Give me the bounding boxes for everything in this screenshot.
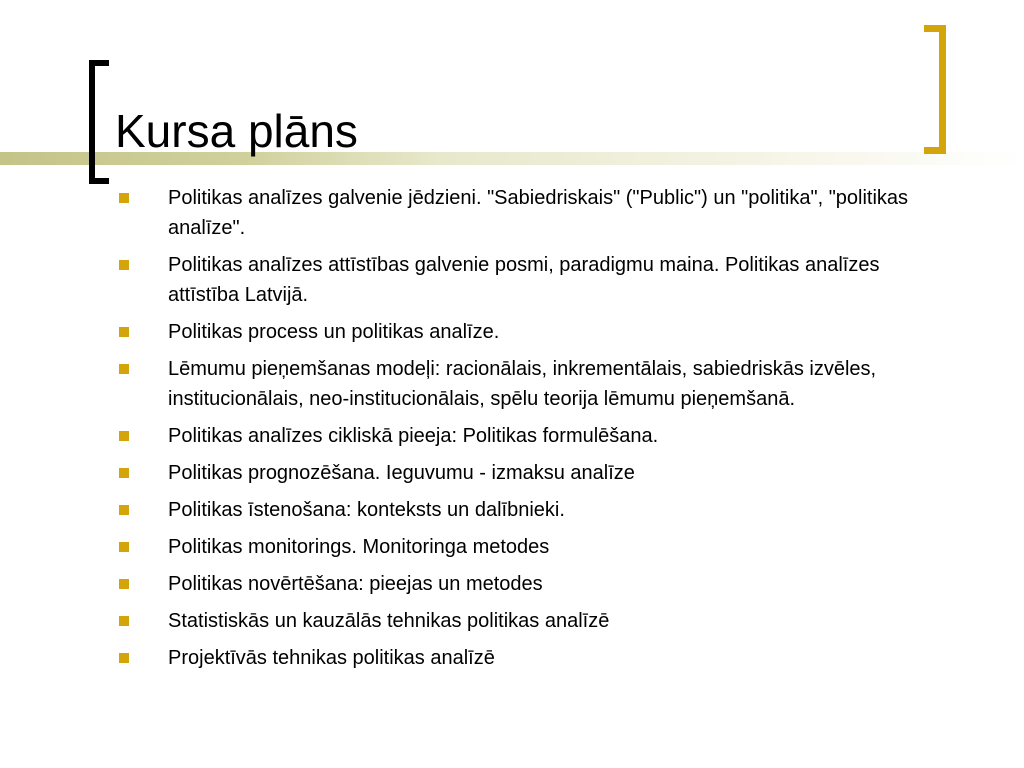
list-item-text: Lēmumu pieņemšanas modeļi: racionālais, inkrementālais, sabiedriskās izvēles, institucionālais, neo-institucionālais, spēlu teorija lēmumu pieņemšanā. [168,358,877,410]
square-bullet-icon [119,431,129,441]
square-bullet-icon [119,364,129,374]
list-item-text: Politikas analīzes attīstības galvenie posmi, paradigmu maina. Politikas analīzes attīstība Latvijā. [168,254,880,306]
square-bullet-icon [119,260,129,270]
list-item-text: Projektīvās tehnikas politikas analīzē [168,647,495,669]
list-item [116,458,916,488]
list-item [116,183,916,243]
bullet-list [116,183,916,680]
square-bullet-icon [119,505,129,515]
list-item [116,250,916,310]
left-bracket-icon [89,60,109,184]
list-item [116,643,916,673]
list-item-text: Statistiskās un kauzālās tehnikas politikas analīzē [168,610,610,632]
list-item [116,495,916,525]
slide-title: Kursa plāns [115,105,358,157]
list-item-text: Politikas process un politikas analīze. [168,321,500,343]
square-bullet-icon [119,579,129,589]
list-item [116,532,916,562]
square-bullet-icon [119,327,129,337]
list-item [116,606,916,636]
list-item-text: Politikas novērtēšana: pieejas un metodes [168,573,543,595]
list-item [116,569,916,599]
list-item-text: Politikas monitorings. Monitoringa metodes [168,536,550,558]
list-item-text: Politikas īstenošana: konteksts un dalībnieki. [168,499,565,521]
square-bullet-icon [119,616,129,626]
list-item-text: Politikas analīzes galvenie jēdzieni. "Sabiedriskais" ("Public") un "politika", "politikas analīze". [168,187,909,239]
list-item-text: Politikas prognozēšana. Ieguvumu - izmaksu analīze [168,462,635,484]
square-bullet-icon [119,193,129,203]
right-bracket-icon [924,25,946,154]
square-bullet-icon [119,542,129,552]
list-item [116,421,916,451]
square-bullet-icon [119,468,129,478]
list-item-text: Politikas analīzes cikliskā pieeja: Politikas formulēšana. [168,425,659,447]
square-bullet-icon [119,653,129,663]
list-item [116,317,916,347]
list-item [116,354,916,414]
